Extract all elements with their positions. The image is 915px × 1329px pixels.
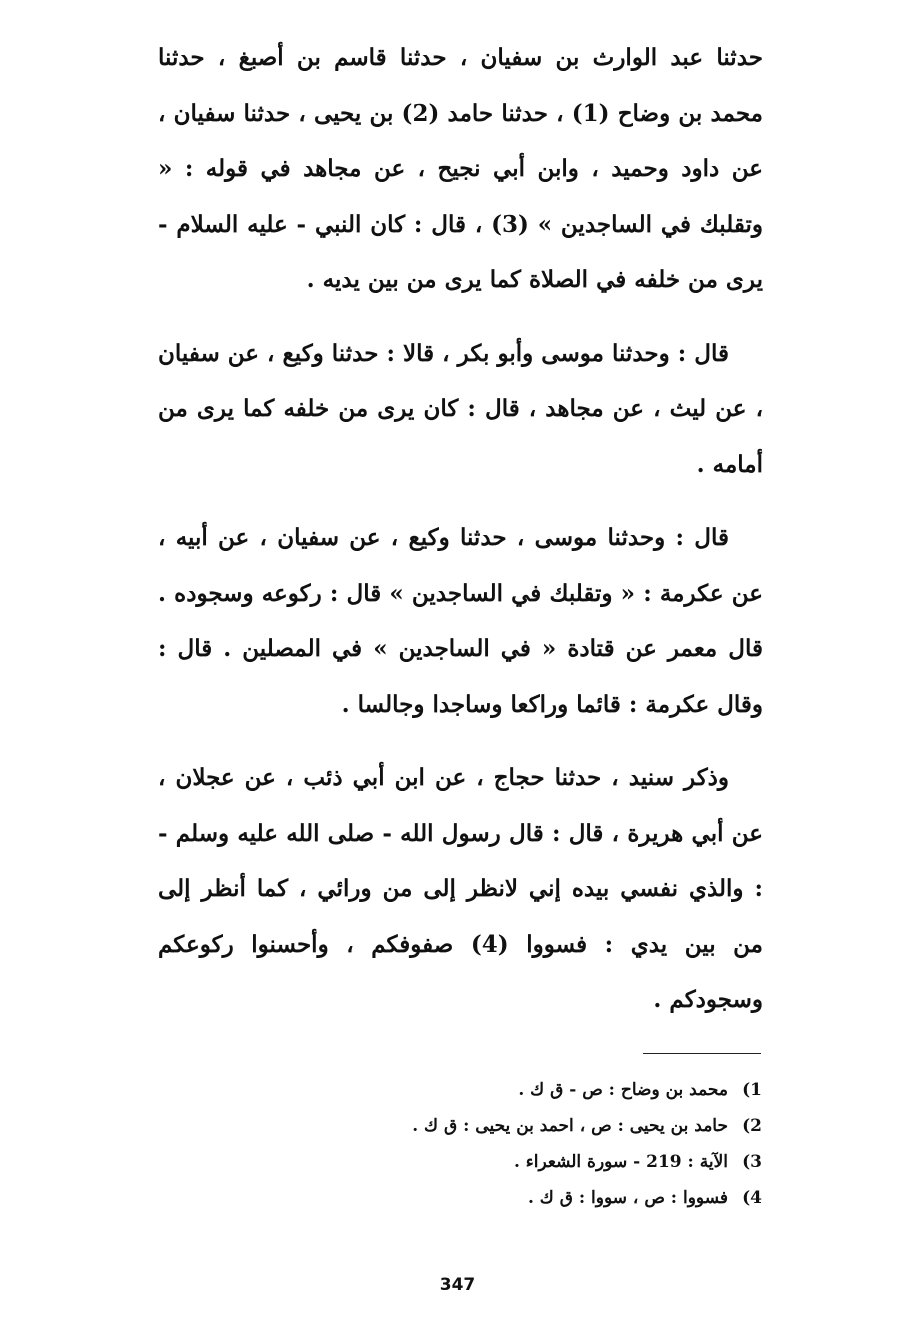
page-number: 347 bbox=[439, 1275, 476, 1295]
footnote-text: حامد بن يحيى : ص ، احمد بن يحيى : ق ك . bbox=[412, 1116, 728, 1136]
footnote-item bbox=[300, 1108, 762, 1144]
footnotes-list bbox=[300, 1072, 762, 1216]
footnote-divider bbox=[643, 1053, 761, 1054]
paragraph-3: قال : وحدثنا موسى ، حدثنا وكيع ، عن سفيان ، عن أبيه ، عن عكرمة : « وتقلبك في الساجدين » قال : ركوعه وسجوده . قال معمر عن قتادة « في الساجدين » في المصلين . قال : وقال عكرمة : قائما وراكعا وساجدا وجالسا . bbox=[158, 524, 763, 718]
footnote-number: 2) bbox=[742, 1116, 762, 1136]
paragraph-1: حدثنا عبد الوارث بن سفيان ، حدثنا قاسم بن أصبغ ، حدثنا محمد بن وضاح (1) ، حدثنا حامد (2) بن يحيى ، حدثنا سفيان ، عن داود وحميد ، وابن أبي نجيح ، عن مجاهد في قوله : « وتقلبك في الساجدين » (3) ، قال : كان النبي - عليه السلام - يرى من خلفه في الصلاة كما يرى من بين يديه . bbox=[158, 44, 763, 293]
footnote-text: الآية : 219 - سورة الشعراء . bbox=[513, 1152, 728, 1172]
paragraph-2: قال : وحدثنا موسى وأبو بكر ، قالا : حدثنا وكيع ، عن سفيان ، عن ليث ، عن مجاهد ، قال : كان يرى من خلفه كما يرى من أمامه . bbox=[158, 339, 763, 478]
footnote-item bbox=[300, 1144, 762, 1180]
paragraph-4: وذكر سنيد ، حدثنا حجاج ، عن ابن أبي ذئب ، عن عجلان ، عن أبي هريرة ، قال : قال رسول الله - صلى الله عليه وسلم - : والذي نفسي بيده إني لانظر إلى من ورائي ، كما أنظر إلى من بين يدي : فسووا (4) صفوفكم ، وأحسنوا ركوعكم وسجودكم . bbox=[158, 764, 763, 1013]
footnote-text: فسووا : ص ، سووا : ق ك . bbox=[527, 1188, 728, 1208]
main-text bbox=[158, 30, 763, 1046]
footnote-item bbox=[300, 1072, 762, 1108]
footnote-number: 4) bbox=[742, 1188, 762, 1208]
footnote-number: 3) bbox=[742, 1152, 762, 1172]
footnote-text: محمد بن وضاح : ص - ق ك . bbox=[518, 1080, 728, 1100]
footnote-number: 1) bbox=[742, 1080, 762, 1100]
footnote-item bbox=[300, 1180, 762, 1216]
